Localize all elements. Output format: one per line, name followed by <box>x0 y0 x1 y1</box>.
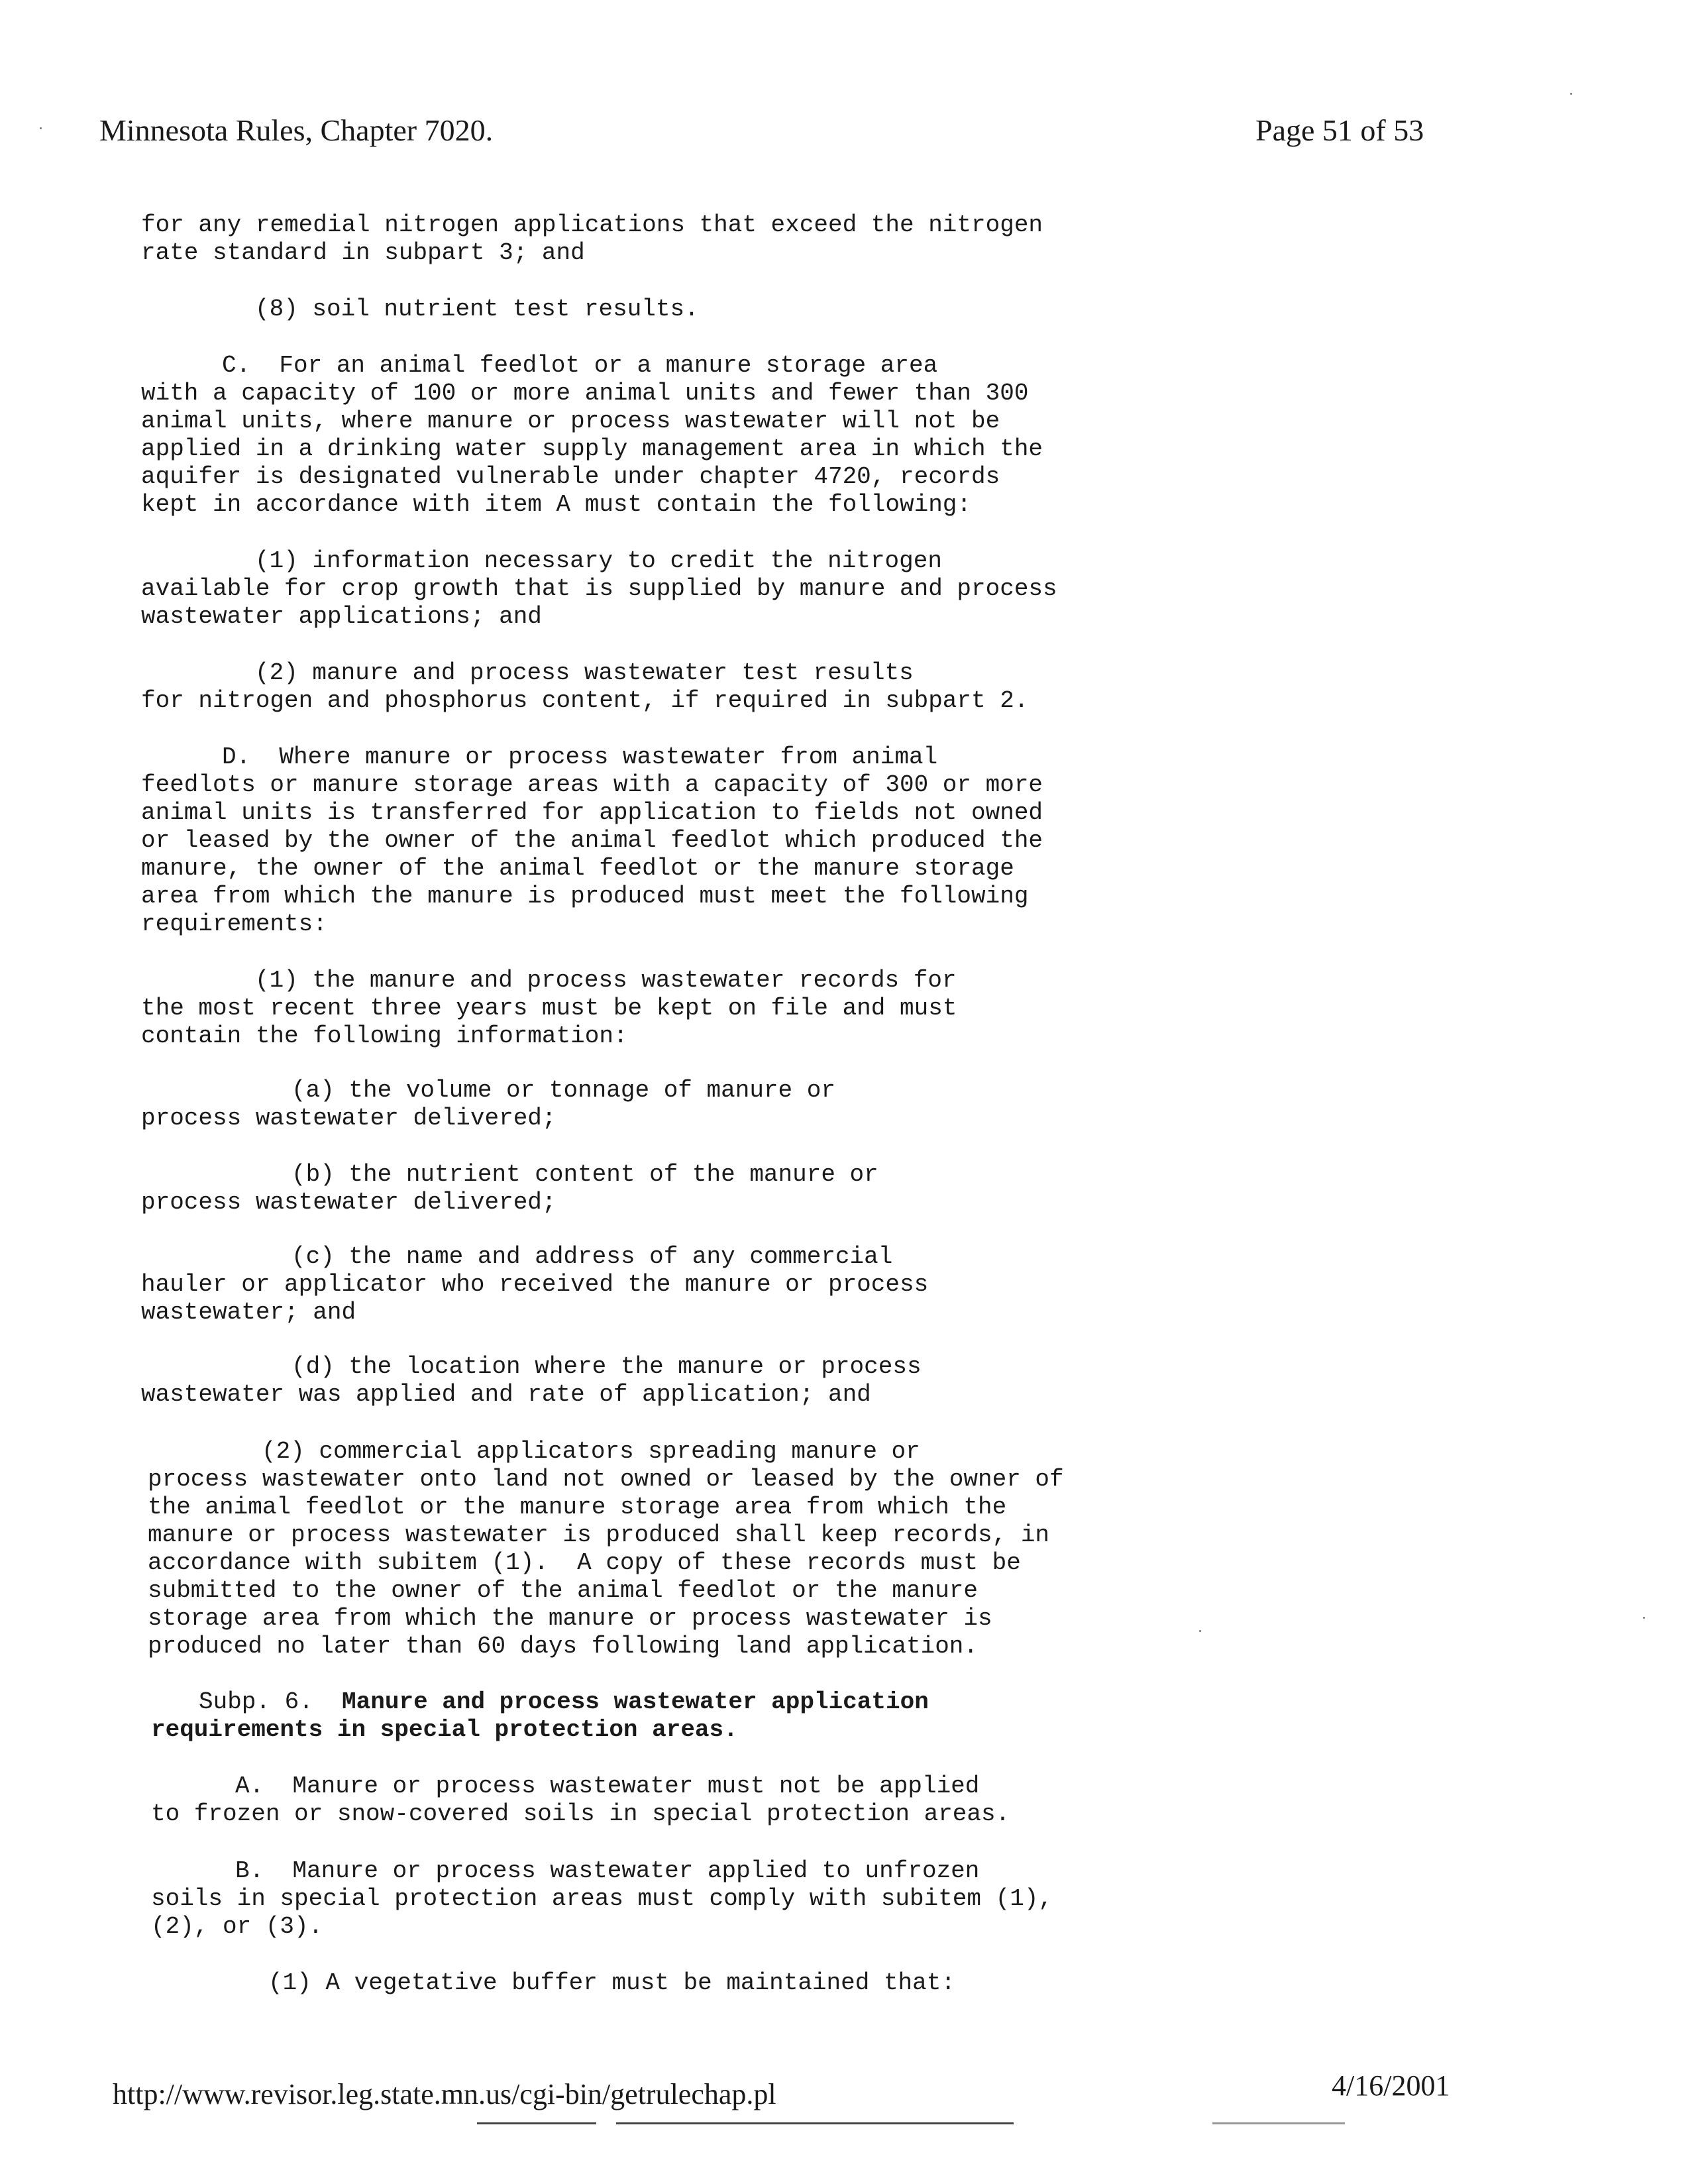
text-line: to frozen or snow-covered soils in special protection areas. <box>151 1800 1010 1828</box>
text-line: (1) information necessary to credit the nitrogen <box>255 547 942 574</box>
text-line: the most recent three years must be kept on file and must <box>141 995 957 1022</box>
text-line: D. Where manure or process wastewater from animal <box>222 743 938 771</box>
text-line: (2) manure and process wastewater test results <box>255 659 914 686</box>
text-line: (1) the manure and process wastewater records for <box>255 967 957 994</box>
scan-speck <box>1199 1630 1201 1632</box>
text-line: A. Manure or process wastewater must not be applied <box>235 1773 980 1800</box>
text-line: storage area from which the manure or process wastewater is <box>148 1605 992 1632</box>
text-line: or leased by the owner of the animal feedlot which produced the <box>141 827 1043 854</box>
text-line: (b) the nutrient content of the manure or <box>292 1161 878 1188</box>
text-line: produced no later than 60 days following land application. <box>148 1633 979 1660</box>
text-line: wastewater; and <box>141 1299 356 1326</box>
text-line: (2) commercial applicators spreading manure or <box>262 1438 920 1465</box>
text-line: submitted to the owner of the animal feedlot or the manure <box>148 1577 979 1604</box>
source-url: http://www.revisor.leg.state.mn.us/cgi-bin/getrulechap.pl <box>113 2078 776 2110</box>
scan-artifact-line <box>477 2122 596 2124</box>
text-line: area from which the manure is produced must meet the following <box>141 883 1029 910</box>
text-line: aquifer is designated vulnerable under chapter 4720, records <box>141 463 1000 490</box>
text-line: wastewater was applied and rate of application; and <box>141 1381 871 1408</box>
text-line: applied in a drinking water supply management area in which the <box>141 435 1043 463</box>
scan-speck <box>1643 1617 1645 1619</box>
scan-speck <box>40 127 42 129</box>
text-line: process wastewater onto land not owned or leased by the owner of <box>148 1466 1064 1493</box>
text-line: soils in special protection areas must comply with subitem (1), <box>151 1885 1053 1912</box>
text-line: manure or process wastewater is produced shall keep records, in <box>148 1521 1050 1549</box>
text-line: available for crop growth that is supplied by manure and process <box>141 575 1057 602</box>
scan-speck <box>1570 93 1572 95</box>
text-line: animal units, where manure or process wastewater will not be <box>141 408 1000 435</box>
text-line: requirements: <box>141 910 327 938</box>
text-line: with a capacity of 100 or more animal units and fewer than 300 <box>141 380 1029 407</box>
subpart-heading <box>199 1688 929 1716</box>
subpart-title: Manure and process wastewater application <box>342 1688 929 1716</box>
text-line: C. For an animal feedlot or a manure storage area <box>222 352 938 379</box>
text-line: hauler or applicator who received the manure or process <box>141 1271 929 1298</box>
text-line: (c) the name and address of any commercial <box>292 1243 893 1270</box>
text-line: accordance with subitem (1). A copy of these records must be <box>148 1549 1021 1576</box>
text-line: the animal feedlot or the manure storage area from which the <box>148 1494 1007 1521</box>
text-line: (1) A vegetative buffer must be maintained that: <box>268 1969 955 1996</box>
subpart-label: Subp. 6. <box>199 1688 313 1716</box>
text-line: process wastewater delivered; <box>141 1189 556 1216</box>
text-line: manure, the owner of the animal feedlot or the manure storage <box>141 855 1014 882</box>
document-title: Minnesota Rules, Chapter 7020. <box>99 113 494 147</box>
text-line: rate standard in subpart 3; and <box>141 239 585 266</box>
text-line: (2), or (3). <box>151 1913 323 1940</box>
scan-artifact-line <box>616 2122 1014 2124</box>
text-line: kept in accordance with item A must contain the following: <box>141 491 972 518</box>
text-line: (d) the location where the manure or process <box>292 1353 922 1380</box>
text-line: feedlots or manure storage areas with a capacity of 300 or more <box>141 771 1043 798</box>
text-line: (a) the volume or tonnage of manure or <box>292 1077 835 1104</box>
text-line: for nitrogen and phosphorus content, if required in subpart 2. <box>141 687 1029 714</box>
scan-artifact-line <box>1212 2122 1345 2124</box>
page-number: Page 51 of 53 <box>1255 113 1424 147</box>
text-line: contain the following information: <box>141 1022 628 1050</box>
text-line: wastewater applications; and <box>141 603 542 630</box>
text-line: (8) soil nutrient test results. <box>255 296 699 323</box>
text-line: animal units is transferred for application to fields not owned <box>141 799 1043 826</box>
subpart-title: requirements in special protection areas. <box>151 1716 738 1743</box>
text-line: process wastewater delivered; <box>141 1105 556 1132</box>
text-line: B. Manure or process wastewater applied to unfrozen <box>235 1857 980 1884</box>
text-line: for any remedial nitrogen applications that exceed the nitrogen <box>141 211 1043 239</box>
print-date: 4/16/2001 <box>1332 2069 1450 2102</box>
